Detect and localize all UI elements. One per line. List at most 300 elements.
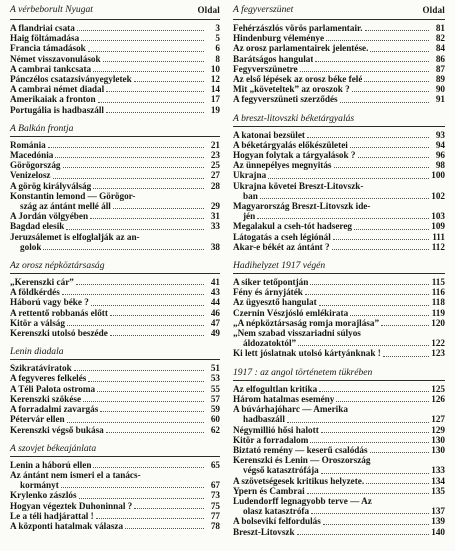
toc-entry — [10, 232, 220, 252]
toc-entry — [10, 33, 220, 43]
toc-entry — [233, 348, 445, 358]
toc-entry — [10, 84, 220, 94]
leader-dots — [98, 102, 204, 103]
entry-page-number: 120 — [431, 317, 445, 328]
entry-page-number: 75 — [210, 500, 220, 511]
toc-entry — [10, 511, 220, 521]
toc-entry — [10, 425, 220, 435]
leader-dots — [103, 61, 204, 62]
section-title: A Balkán frontja — [10, 122, 74, 134]
column-header — [10, 4, 220, 18]
entry-title: A bolsevikí felfordulás — [233, 516, 321, 527]
toc-entry — [233, 455, 445, 475]
entry-page-number: 109 — [431, 221, 445, 232]
toc-entry — [233, 84, 445, 94]
entry-title-cont: jén — [243, 211, 256, 222]
entry-page-number: 28 — [210, 180, 220, 191]
entry-title-cont: ban — [243, 190, 258, 201]
leader-dots — [333, 239, 429, 240]
toc-entry — [233, 130, 445, 140]
entry-title: A katonai bezsület — [233, 129, 305, 140]
toc-entry — [233, 297, 445, 307]
entry-title: A flandriai csata — [10, 23, 75, 33]
toc-entry — [10, 105, 220, 115]
toc-section — [233, 367, 445, 537]
entry-title: Kerenszki végső bukása — [10, 424, 104, 435]
entry-title: Ukrajna követei Breszt-Litovszk- — [233, 180, 364, 191]
leader-dots — [77, 30, 204, 31]
toc-entry — [10, 490, 220, 500]
toc-entry — [233, 445, 445, 455]
toc-entry — [233, 33, 445, 43]
leader-dots — [110, 315, 204, 316]
entry-title: Le a téli hadjárattal ! — [10, 510, 94, 521]
leader-dots — [311, 513, 429, 514]
entry-title-continued — [233, 506, 445, 516]
leader-dots — [106, 112, 204, 113]
entry-page-number: 10 — [210, 63, 220, 74]
toc-entry — [233, 425, 445, 435]
leader-dots — [334, 167, 429, 168]
toc-entry — [10, 384, 220, 394]
entry-page-number: 8 — [215, 53, 220, 64]
toc-entry — [10, 211, 220, 221]
toc-entry — [10, 287, 220, 297]
toc-entry — [10, 394, 220, 404]
toc-entry — [233, 404, 445, 424]
leader-dots — [326, 40, 429, 41]
leader-dots — [352, 91, 429, 92]
entry-title: „Nem szabad visszariadni súlyos — [233, 328, 361, 339]
entry-title-continued — [233, 338, 445, 348]
entry-title: Akar-e békét az ántánt ? — [233, 241, 330, 252]
entry-page-number: 29 — [210, 201, 220, 212]
toc-entry — [233, 170, 445, 180]
entry-page-number: 60 — [210, 414, 220, 425]
leader-dots — [260, 198, 429, 199]
entry-title: Az első lépések az orosz béke felé — [233, 74, 363, 85]
entry-page-number: 3 — [215, 23, 220, 33]
toc-entry — [233, 476, 445, 486]
leader-dots — [74, 370, 204, 371]
entry-page-number: 14 — [210, 84, 220, 95]
entry-title: Hogyan folytak a tárgyalások ? — [233, 150, 356, 161]
leader-dots — [83, 401, 204, 402]
leader-dots — [43, 249, 204, 250]
entry-title: Kitör a válság — [10, 317, 65, 328]
entry-title: Fehérzászlós vörös parlamentair. — [233, 23, 363, 33]
toc-entry — [233, 435, 445, 445]
section-rule — [233, 19, 445, 20]
toc-entry — [233, 160, 445, 170]
toc-entry — [233, 496, 445, 516]
entry-page-number: 33 — [210, 221, 220, 232]
entry-page-number: 90 — [435, 84, 445, 95]
entry-title: Bagdad elesik — [10, 221, 65, 232]
entry-title: A cambrai tankcsata — [10, 63, 92, 74]
entry-page-number: 73 — [210, 490, 220, 501]
entry-page-number: 19 — [210, 104, 220, 115]
toc-entry — [10, 54, 220, 64]
section-title: Lenin diadala — [10, 346, 64, 358]
entry-page-number: 41 — [210, 277, 220, 288]
entry-title: Krylenko zászlós — [10, 490, 77, 501]
toc-entry — [10, 318, 220, 328]
entry-title-cont: szág az ántánt mellé áll — [20, 201, 111, 212]
entry-page-number: 122 — [431, 338, 445, 349]
section-title: A vérbeborult Nyugat — [10, 4, 93, 15]
entry-title: Francia támadások — [10, 43, 86, 54]
toc-entry — [233, 232, 445, 242]
leader-dots — [319, 391, 429, 392]
toc-section — [233, 113, 445, 252]
toc-entry — [10, 521, 220, 531]
toc-entry — [233, 181, 445, 201]
leader-dots — [134, 508, 204, 509]
entry-title: Haig föltámadása — [10, 33, 80, 44]
toc-entry — [10, 23, 220, 33]
entry-page-number: 89 — [435, 74, 445, 85]
leader-dots — [307, 493, 429, 494]
leader-dots — [300, 71, 429, 72]
toc-entry — [233, 527, 445, 537]
entry-page-number: 103 — [431, 211, 445, 222]
leader-dots — [383, 356, 429, 357]
section-rule — [10, 273, 220, 274]
entry-page-number: 55 — [210, 383, 220, 394]
section-rule — [233, 273, 445, 274]
entry-title: A központi hatalmak válasza — [10, 520, 124, 531]
entry-page-number: 139 — [431, 516, 445, 527]
entry-title: Ludendorff legnagyobb terve — Az — [233, 495, 372, 506]
toc-entry — [10, 277, 220, 287]
entry-page-number: 82 — [435, 33, 445, 44]
entry-title: Az ünnepélyes megnyitás — [233, 160, 332, 171]
entry-title-cont: olasz katasztrófa — [243, 506, 310, 517]
leader-dots — [62, 294, 204, 295]
entry-title: Kitör a forradalom — [233, 434, 309, 445]
entry-title: Ukrajna — [233, 170, 267, 181]
toc-entry — [10, 140, 220, 150]
entry-page-number: 123 — [431, 348, 445, 359]
entry-title: Háború vagy béke ? — [10, 297, 89, 308]
leader-dots — [319, 305, 429, 306]
toc-entry — [10, 404, 220, 414]
toc-entry — [10, 501, 220, 511]
entry-title: Mit „követeltek” az oroszok ? — [233, 84, 350, 95]
toc-entry — [10, 43, 220, 53]
leader-dots — [298, 345, 429, 346]
entry-page-number: 67 — [210, 480, 220, 491]
toc-entry — [10, 150, 220, 160]
leader-dots — [310, 442, 429, 443]
entry-page-number: 78 — [210, 520, 220, 531]
toc-entry — [233, 384, 445, 394]
leader-dots — [268, 178, 429, 179]
entry-page-number: 77 — [210, 510, 220, 521]
leader-dots — [365, 30, 429, 31]
leader-dots — [67, 325, 204, 326]
toc-entry — [10, 170, 220, 180]
leader-dots — [76, 284, 204, 285]
entry-title: A földkérdés — [10, 287, 60, 298]
entry-page-number: 23 — [210, 150, 220, 161]
leader-dots — [67, 422, 204, 423]
toc-entry — [10, 160, 220, 170]
toc-entry — [233, 74, 445, 84]
entry-page-number: 137 — [431, 506, 445, 517]
toc-section — [10, 443, 220, 531]
entry-title-cont: kormányt — [20, 480, 59, 491]
entry-title: Konstantin lemond — Görögor- — [10, 190, 136, 201]
entry-title: A fegyveres felkelés — [10, 373, 87, 384]
leader-dots — [354, 229, 429, 230]
entry-page-number: 94 — [435, 139, 445, 150]
section-rule — [10, 136, 220, 137]
section-rule — [10, 359, 220, 360]
entry-title: A siker tetőpontján — [233, 277, 309, 288]
toc-entry — [10, 363, 220, 373]
toc-entry — [233, 516, 445, 526]
entry-page-number: 86 — [435, 53, 445, 64]
entry-page-number: 17 — [210, 94, 220, 105]
entry-page-number: 98 — [435, 160, 445, 171]
section-title: Az orosz népköztársaság — [10, 260, 105, 272]
entry-title: Kerenszki szökése — [10, 393, 82, 404]
leader-dots — [93, 71, 204, 72]
entry-title: Látogatás a cseh légiónál — [233, 231, 331, 242]
entry-title-continued — [10, 480, 220, 490]
toc-entry — [233, 318, 445, 328]
entry-title: Biztató remény — keserű csalódás — [233, 444, 368, 455]
toc-entry — [233, 94, 445, 104]
toc-section — [10, 260, 220, 338]
entry-page-number: 91 — [435, 94, 445, 105]
entry-page-number: 5 — [215, 33, 220, 44]
entry-title: Macedónia — [10, 150, 54, 161]
entry-title: A szövetségesek kritikus helyzete. — [233, 475, 365, 486]
section-title: A szovjet békeajánlata — [10, 442, 97, 454]
toc-entry — [10, 373, 220, 383]
leader-dots — [48, 147, 204, 148]
leader-dots — [350, 147, 429, 148]
entry-page-number: 100 — [431, 170, 445, 181]
entry-title: Jeruzsálemet is elfoglalják az an- — [10, 231, 140, 242]
entry-title-continued — [233, 211, 445, 221]
entry-page-number: 27 — [210, 170, 220, 181]
leader-dots — [310, 284, 429, 285]
leader-dots — [63, 167, 204, 168]
toc-entry — [10, 221, 220, 231]
entry-page-number: 119 — [431, 307, 445, 318]
toc-entry — [10, 414, 220, 424]
leader-dots — [321, 432, 429, 433]
toc-section — [10, 123, 220, 252]
entry-title-cont: golok — [20, 241, 42, 252]
entry-title: Barátságos hangulat — [233, 53, 314, 64]
toc-section — [10, 4, 220, 115]
toc-entry — [233, 54, 445, 64]
toc-entry — [10, 94, 220, 104]
entry-page-number: 49 — [210, 328, 220, 339]
toc-entry — [233, 140, 445, 150]
entry-page-number: 21 — [210, 139, 220, 150]
toc-entry — [233, 43, 445, 53]
entry-page-number: 130 — [431, 434, 445, 445]
toc-entry — [233, 308, 445, 318]
entry-title: Fegyverszünetre — [233, 63, 298, 74]
leader-dots — [88, 381, 204, 382]
entry-title-cont: végső katasztrófája — [243, 465, 319, 476]
entry-title: A Téli Palota ostroma — [10, 383, 96, 394]
entry-title: A görög királyválság — [10, 180, 92, 191]
entry-title: A Jordán völgyében — [10, 211, 89, 222]
entry-title: A forradalmi zavargás — [10, 404, 99, 415]
entry-title: Négymillió hősi halott — [233, 424, 319, 435]
section-title: A breszt-litovszki béketárgyalás — [233, 112, 355, 124]
entry-page-number: 118 — [431, 297, 445, 308]
entry-title: Az elfogultlan kritika — [233, 383, 318, 394]
entry-page-number: 115 — [431, 277, 445, 288]
toc-entry — [233, 486, 445, 496]
leader-dots — [257, 218, 429, 219]
section-rule — [233, 380, 445, 381]
leader-dots — [323, 524, 429, 525]
entry-title: A rettentő robbanás előtt — [10, 307, 108, 318]
entry-page-number: 51 — [210, 363, 220, 374]
entry-title: Három hatalmas esemény — [233, 393, 335, 404]
section-rule — [10, 456, 220, 457]
entry-title: „A népköztársaság romja morajlása” — [233, 317, 380, 328]
entry-title-continued — [10, 201, 220, 211]
section-title: 1917 : az angol történetem tükrében — [233, 366, 373, 378]
toc-entry — [233, 394, 445, 404]
entry-page-number: 38 — [210, 241, 220, 252]
entry-page-number: 102 — [431, 190, 445, 201]
entry-page-number: 59 — [210, 404, 220, 415]
entry-title: Lenin a háború ellen — [10, 459, 92, 470]
page-column-label: Oldal — [197, 5, 220, 15]
entry-page-number: 81 — [435, 23, 445, 33]
entry-title: Portugália is hadbaszáll — [10, 104, 104, 115]
entry-page-number: 126 — [431, 393, 445, 404]
entry-title: Amerikaiak a fronton — [10, 94, 96, 105]
entry-page-number: 96 — [435, 150, 445, 161]
leader-dots — [113, 208, 204, 209]
entry-title: Ki lett jóslatnak utolsó kártyánknak ! — [233, 348, 381, 359]
leader-dots — [134, 81, 204, 82]
toc-section — [10, 346, 220, 434]
entry-page-number: 57 — [210, 393, 220, 404]
entry-title: Megalakul a cseh-tót hadsereg — [233, 221, 353, 232]
toc-entry — [233, 64, 445, 74]
toc-entry — [233, 150, 445, 160]
toc-entry — [10, 74, 220, 84]
entry-title-continued — [233, 414, 445, 424]
entry-page-number: 47 — [210, 317, 220, 328]
leader-dots — [287, 422, 429, 423]
toc-entry — [233, 23, 445, 33]
entry-title: Kerenszki utolsó beszéde — [10, 328, 108, 339]
toc-entry — [10, 460, 220, 470]
entry-page-number: 31 — [210, 211, 220, 222]
entry-page-number: 135 — [431, 485, 445, 496]
entry-title: A búvárhajóharc — Amerika — [233, 404, 348, 415]
toc-entry — [10, 181, 220, 191]
entry-title: Breszt-Litovszk — [233, 526, 295, 537]
right-column — [233, 4, 445, 545]
entry-title: Fény és árnyjáték — [233, 287, 303, 298]
leader-dots — [332, 249, 429, 250]
toc-entry — [233, 328, 445, 348]
toc-entry — [10, 308, 220, 318]
toc-entry — [233, 287, 445, 297]
entry-title: Venizelosz — [10, 170, 51, 181]
entry-title-cont: áldozatoktól” — [243, 338, 297, 349]
toc-entry — [10, 470, 220, 490]
leader-dots — [93, 467, 204, 468]
leader-dots — [370, 51, 429, 52]
entry-page-number: 62 — [210, 424, 220, 435]
entry-page-number: 25 — [210, 160, 220, 171]
entry-title: Kerenszki és Lenin — Oroszország — [233, 455, 371, 466]
entry-title: Czernin Vészjósló emlékirata — [233, 307, 349, 318]
entry-page-number: 130 — [431, 444, 445, 455]
leader-dots — [55, 157, 204, 158]
entry-title: Pétervár ellen — [10, 414, 65, 425]
entry-page-number: 84 — [435, 43, 445, 54]
leader-dots — [100, 411, 204, 412]
entry-title-cont: hadbaszáll — [243, 414, 285, 425]
entry-title: Az ántánt nem ismeri el a tanács- — [10, 469, 141, 480]
entry-page-number: 12 — [210, 74, 220, 85]
toc-entry — [233, 242, 445, 252]
leader-dots — [364, 81, 429, 82]
section-rule — [10, 19, 220, 20]
page-column-label: Oldal — [422, 5, 445, 15]
leader-dots — [125, 528, 204, 529]
leader-dots — [321, 473, 429, 474]
entry-title: A fegyverszüneti szerződés — [233, 94, 338, 105]
entry-title: Hindenburg véleménye — [233, 33, 325, 44]
entry-page-number: 111 — [432, 231, 445, 242]
toc-entry — [233, 277, 445, 287]
leader-dots — [97, 391, 204, 392]
entry-page-number: 93 — [435, 129, 445, 140]
leader-dots — [106, 432, 204, 433]
leader-dots — [336, 401, 429, 402]
entry-page-number: 125 — [431, 383, 445, 394]
entry-page-number: 134 — [431, 475, 445, 486]
entry-title-continued — [233, 191, 445, 201]
leader-dots — [110, 335, 204, 336]
entry-title: Pánczélos csatazsiványegyletek — [10, 74, 132, 85]
leader-dots — [61, 487, 204, 488]
leader-dots — [81, 40, 204, 41]
entry-page-number: 65 — [210, 459, 220, 470]
leader-dots — [307, 137, 429, 138]
entry-title: Románia — [10, 139, 46, 150]
entry-title: Görögország — [10, 160, 61, 171]
entry-page-number: 129 — [431, 424, 445, 435]
entry-title-continued — [10, 242, 220, 252]
entry-page-number: 112 — [431, 241, 445, 252]
leader-dots — [88, 51, 204, 52]
toc-entry — [10, 297, 220, 307]
section-title: Hadihelyzet 1917 végén — [233, 260, 326, 272]
toc-entry — [233, 221, 445, 231]
leader-dots — [66, 229, 204, 230]
